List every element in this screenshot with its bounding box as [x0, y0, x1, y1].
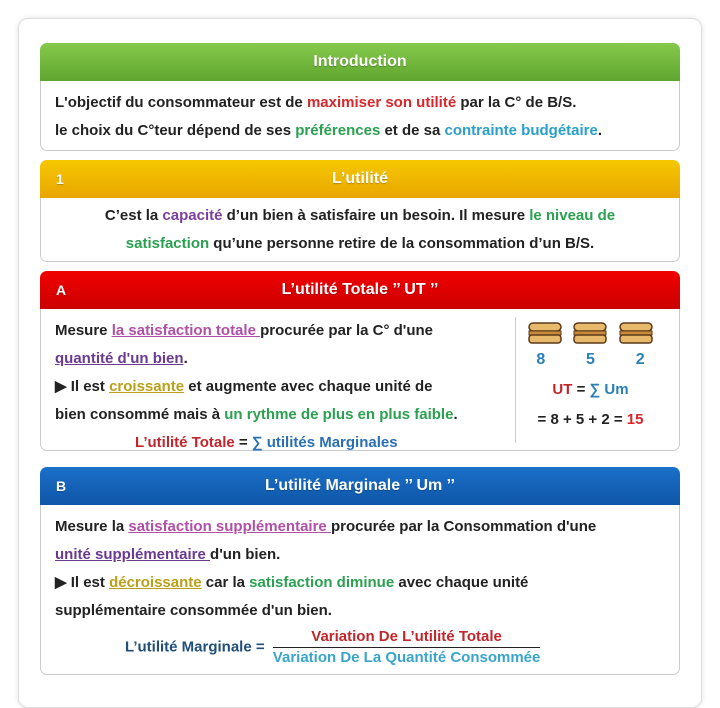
text-line: [55, 117, 665, 145]
text-segment: satisfaction diminue: [249, 574, 395, 591]
text-segment: d'un bien.: [210, 546, 281, 563]
value: 8: [536, 351, 546, 368]
sandwich-icon: [619, 321, 653, 345]
utility-values: [516, 345, 665, 375]
text-segment: ▶ Il est: [55, 574, 110, 591]
ut-sum: [516, 405, 665, 435]
text-segment: croissante: [109, 378, 185, 395]
text-segment: L’utilité Totale: [135, 434, 235, 451]
marginale-header: [40, 467, 680, 505]
text-segment: ∑ Um: [589, 381, 629, 398]
sandwich-icon: [573, 321, 607, 345]
text-segment: Mesure: [55, 322, 112, 339]
text-segment: satisfaction: [125, 235, 210, 252]
text-segment: UT: [552, 381, 573, 398]
marginale-text: [55, 513, 665, 625]
totale-example: [515, 317, 665, 443]
section-letter: B: [56, 478, 67, 494]
text-line: [55, 569, 665, 597]
text-segment: et de sa: [380, 122, 445, 139]
text-line: [55, 202, 665, 230]
text-line: [55, 513, 665, 541]
numerator: Variation De L’utilité Totale: [273, 627, 541, 648]
totale-panel: [40, 271, 680, 451]
marginale-title: L’utilité Marginale ’’ Um ’’: [265, 477, 455, 494]
value: 5: [586, 351, 595, 368]
text-segment: C’est la: [104, 207, 163, 224]
text-segment: contrainte budgétaire: [444, 122, 598, 139]
text-segment: car la: [201, 574, 250, 591]
section-number: 1: [56, 171, 64, 187]
text-segment: et augmente avec chaque unité de: [184, 378, 433, 395]
text-segment: Mesure la: [55, 518, 129, 535]
marginale-panel: [40, 467, 680, 675]
text-segment: qu’une personne retire de la consommation d’un B/S.: [209, 235, 595, 252]
text-segment: procurée par la Consommation d'une: [330, 518, 597, 535]
text-line: [55, 89, 665, 117]
totale-body: [40, 309, 680, 451]
text-segment: procurée par la C° d'une: [260, 322, 434, 339]
text-line: [55, 230, 665, 258]
text-segment: 15: [626, 411, 644, 428]
utilite-panel: [40, 160, 680, 262]
intro-body: [40, 81, 680, 151]
totale-title: L’utilité Totale ’’ UT ’’: [281, 281, 439, 298]
text-segment: d’un bien à satisfaire un besoin. Il mesure: [222, 207, 530, 224]
utilite-title: L’utilité: [332, 170, 388, 187]
ut-equation: [516, 375, 665, 405]
utilite-header: [40, 160, 680, 198]
text-line: [55, 597, 665, 625]
formula-label: L’utilité Marginale =: [125, 638, 265, 656]
text-segment: la satisfaction totale: [111, 322, 261, 339]
text-segment: ▶ Il est: [55, 378, 110, 395]
text-segment: quantité d'un bien: [55, 350, 184, 367]
text-segment: avec chaque unité: [394, 574, 529, 591]
text-segment: par la C° de B/S.: [456, 94, 577, 111]
text-segment: le niveau de: [529, 207, 616, 224]
sandwich-row: [516, 317, 665, 345]
text-segment: .: [597, 122, 603, 139]
text-segment: capacité: [162, 207, 223, 224]
text-segment: .: [183, 350, 188, 367]
text-segment: un rythme de plus en plus faible: [224, 406, 454, 423]
marginale-body: [40, 505, 680, 675]
text-segment: =: [234, 434, 252, 451]
text-segment: =: [572, 381, 590, 398]
utilite-body: [40, 198, 680, 262]
intro-title: Introduction: [313, 53, 407, 70]
denominator: Variation De La Quantité Consommée: [272, 649, 541, 666]
text-segment: .: [453, 406, 458, 423]
text-segment: L'objectif du consommateur est de: [55, 94, 307, 111]
intro-header: [40, 43, 680, 81]
text-segment: satisfaction supplémentaire: [128, 518, 331, 535]
text-segment: bien consommé mais à: [55, 406, 225, 423]
text-segment: maximiser son utilité: [306, 94, 457, 111]
text-segment: ∑ utilités Marginales: [251, 434, 398, 451]
text-line: [55, 541, 665, 569]
marginale-formula: [55, 627, 665, 668]
text-segment: décroissante: [109, 574, 202, 591]
text-segment: le choix du C°teur dépend de ses: [55, 122, 296, 139]
totale-header: [40, 271, 680, 309]
intro-panel: [40, 43, 680, 151]
text-segment: supplémentaire consommée d'un bien.: [55, 602, 332, 619]
text-segment: = 8 + 5 + 2 =: [537, 411, 627, 428]
sandwich-icon: [528, 321, 562, 345]
fraction: [273, 627, 541, 668]
text-segment: unité supplémentaire: [55, 546, 211, 563]
section-letter: A: [56, 282, 67, 298]
text-segment: préférences: [295, 122, 381, 139]
value: 2: [635, 351, 645, 368]
